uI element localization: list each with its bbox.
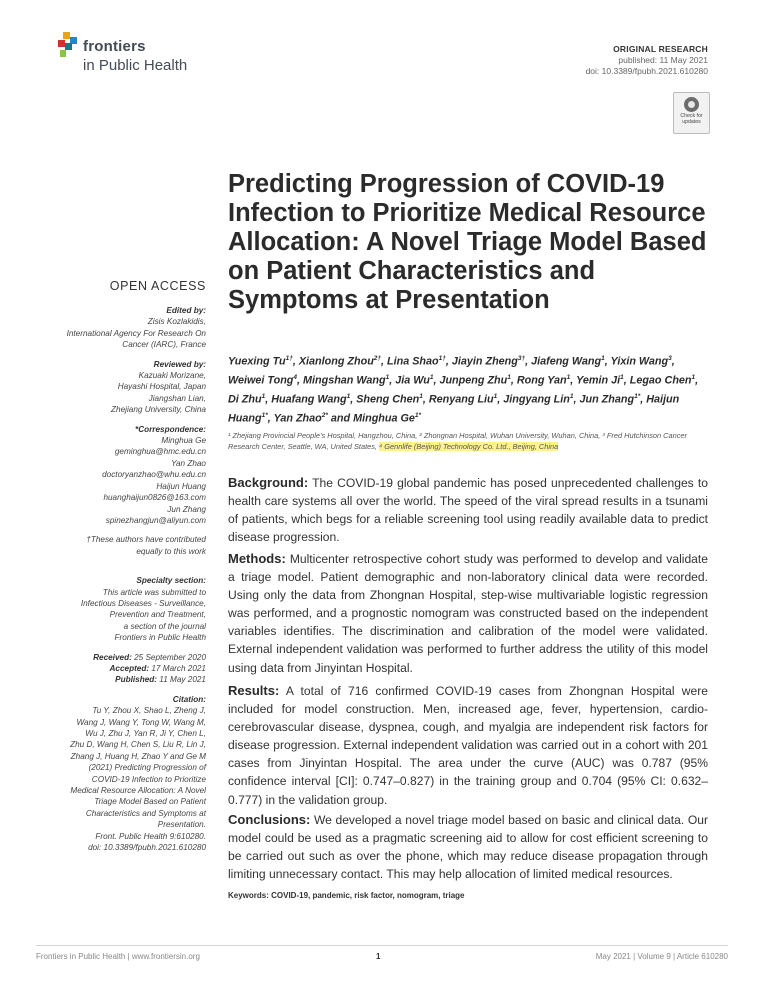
author-affiliation-marker: 1 [385, 374, 390, 381]
correspondence-heading: *Correspondence: [135, 424, 206, 434]
citation-heading: Citation: [172, 694, 206, 704]
accepted-date: Accepted: 17 March 2021 [109, 663, 206, 673]
check-updates-label: Check for updates [680, 113, 703, 125]
author-name[interactable]: Huafang Wang [271, 393, 347, 406]
author-name[interactable]: Di Zhu [228, 393, 262, 406]
author-affiliation-marker: 3† [517, 355, 526, 362]
open-access-label: OPEN ACCESS [109, 279, 206, 293]
specialty-line: Prevention and Treatment, [109, 610, 206, 620]
author-affiliation-marker: 1 [620, 374, 624, 381]
specialty-line: Frontiers in Public Health [114, 633, 206, 643]
citation-line: Wang J, Wang Y, Tong W, Wang M, [76, 717, 206, 727]
citation-line: Front. Public Health 9:610280. [95, 831, 206, 841]
section-text: We developed a novel triage model based on basic and clinical data. Our model could be used as a pragmatic screening aid to allow for cost efficient screening to be carried out such as over the phone, which may reduce disease propagation through limiting unnecessary contact. This may help allocation of limited medical resources. [228, 813, 708, 882]
check-updates-icon [684, 97, 699, 112]
edited-by-heading: Edited by: [166, 306, 206, 315]
doi-link[interactable]: doi: 10.3389/fpubh.2021.610280 [585, 66, 708, 76]
reviewer-affiliation: Hayashi Hospital, Japan [117, 382, 206, 392]
equal-contribution-note: equally to this work [136, 546, 206, 556]
author-affiliation-marker: 4 [293, 374, 298, 381]
frontiers-logo-icon [56, 32, 80, 58]
check-for-updates-button[interactable] [673, 92, 710, 134]
author-name[interactable]: Yan Zhao [273, 412, 322, 425]
section-label: Conclusions: [228, 812, 311, 827]
author-name[interactable]: Junpeng Zhu [439, 374, 508, 387]
author-affiliation-marker: 1 [691, 374, 696, 381]
author-name[interactable]: Haijun Huang [228, 393, 680, 425]
author-affiliation-marker: 2† [373, 355, 382, 362]
specialty-line: a section of the journal [123, 621, 206, 631]
citation-line: Zhu D, Wang H, Chen S, Liu R, Lin J, [70, 740, 206, 750]
abstract-methods [228, 550, 708, 677]
corresponding-author: Minghua Ge [161, 436, 206, 446]
author-affiliation-marker: 1* [261, 412, 268, 419]
sidebar [40, 305, 206, 853]
section-text: The COVID-19 global pandemic has posed unprecedented challenges to health care systems all over the world. The speed of the viral spread results in a tsunami of patients, which begs for a reliable screening tool using readily available data to predict disease progression. [228, 476, 708, 545]
highlighted-affiliation: ⁴ Gennlife (Beijing) Technology Co. Ltd., Beijing, China [379, 442, 559, 452]
footer-journal-link[interactable]: Frontiers in Public Health | www.frontiersin.org [36, 952, 200, 961]
author-affiliation-marker: 1 [419, 393, 423, 400]
article-type: ORIGINAL RESEARCH [613, 44, 708, 54]
editor-affiliation: International Agency For Research On [66, 328, 206, 338]
author-name[interactable]: Mingshan Wang [303, 374, 386, 387]
author-affiliation-marker: 1 [569, 393, 574, 400]
citation-line: Characteristics and Symptoms at [85, 808, 206, 818]
author-name[interactable]: Weiwei Tong [228, 374, 294, 387]
author-affiliation-marker: 3 [668, 355, 672, 362]
citation-line: Tu Y, Zhou X, Shao L, Zheng J, [92, 706, 206, 716]
author-affiliation-marker: 2* [321, 412, 328, 419]
section-text: A total of 716 confirmed COVID-19 cases from Zhongnan Hospital were included for model construction. Men, increased age, fever, hypertension, cardio-cerebrovascular disease, dyspnea, cough, and myalgia are independent risk factors for disease progression. External independent validation was carried out in a cohort with 201 cases from Jinyintan Hospital. The area under the curve (AUC) was 0.787 (95% confidence interval [CI]: 0.747–0.827) in the training group and 0.704 (95% CI: 0.632–0.777) in the validation group. [228, 684, 708, 807]
published-date-sidebar: Published: 11 May 2021 [115, 675, 206, 685]
author-name[interactable]: Legao Chen [629, 374, 692, 387]
reviewer-affiliation: Zhejiang University, China [111, 405, 206, 415]
citation-line: Zhang J, Huang H, Zhao Y and Ge M [70, 751, 206, 761]
citation-line: (2021) Predicting Progression of [88, 763, 206, 773]
article-meta [586, 44, 708, 77]
author-name[interactable]: Xianlong Zhou [298, 355, 374, 368]
author-name[interactable]: Yuexing Tu [228, 355, 286, 368]
affiliations-text: ¹ Zhejiang Provincial People’s Hospital, Hangzhou, China, ² Zhongnan Hospital, Wuhan University, Wuhan, China, ³ Fred Hutchinson Cancer Research Center, Seattle, WA, United States, [228, 431, 687, 452]
footer-issue-info: May 2021 | Volume 9 | Article 610280 [595, 952, 728, 961]
specialty-line: This article was submitted to [102, 587, 206, 597]
section-label: Background: [228, 475, 309, 490]
email-link[interactable]: doctoryanzhao@whu.edu.cn [102, 470, 206, 480]
author-affiliation-marker: 1 [429, 374, 434, 381]
citation-text [40, 705, 206, 853]
author-affiliation-marker: 1 [601, 355, 605, 362]
author-name[interactable]: Jingyang Lin [503, 393, 570, 406]
section-text: Multicenter retrospective cohort study was performed to develop and validate a triage model. Patient demographic and non-laboratory clinical data were recorded. Using only the data from Zhongnan Hospital, step-wise multivariable logistic regression was performed, and a prognostic nomogram was constructed based on the independent variables identifies. The discrimination and calibration of the model were validated. External independent validation was performed to further address the utility of this model using data from Jinyintan Hospital. [228, 552, 708, 675]
abstract-results [228, 682, 708, 809]
author-name[interactable]: Lina Shao [387, 355, 439, 368]
author-name[interactable]: Jiayin Zheng [451, 355, 518, 368]
section-label: Results: [228, 683, 280, 698]
author-name[interactable]: Renyang Liu [428, 393, 494, 406]
reviewer-name: Kazuaki Morizane, [138, 371, 206, 381]
corresponding-author: Haijun Huang [156, 481, 206, 491]
email-link[interactable]: geminghua@hmc.edu.cn [114, 447, 206, 457]
citation-line: Presentation. [157, 820, 206, 830]
citation-line: Medical Resource Allocation: A Novel [70, 786, 206, 796]
keywords: Keywords: COVID-19, pandemic, risk factor, nomogram, triage [228, 891, 465, 900]
citation-line: doi: 10.3389/fpubh.2021.610280 [88, 843, 206, 853]
citation-line: Triage Model Based on Patient [94, 797, 206, 807]
received-date: Received: 25 September 2020 [93, 652, 206, 662]
equal-contribution-note: †These authors have contributed [86, 535, 206, 545]
corresponding-author: Yan Zhao [171, 458, 206, 468]
footer-divider [36, 945, 728, 946]
author-name[interactable]: Jia Wu [395, 374, 430, 387]
author-name[interactable]: Jiafeng Wang [531, 355, 602, 368]
abstract-conclusions [228, 811, 708, 883]
author-name[interactable]: Jun Zhang [579, 393, 635, 406]
reviewed-by-heading: Reviewed by: [153, 359, 206, 369]
author-name[interactable]: Yixin Wang [610, 355, 669, 368]
author-affiliation-marker: 1† [438, 355, 446, 362]
affiliations [228, 430, 698, 453]
specialty-line: Infectious Diseases - Surveillance, [80, 598, 206, 608]
author-affiliation-marker: 1 [507, 374, 511, 381]
author-affiliation-marker: 1 [261, 393, 266, 400]
section-label: Methods: [228, 551, 286, 566]
author-affiliation-marker: 1* [414, 412, 422, 419]
logo-subtitle: in Public Health [83, 57, 188, 74]
published-date: published: 11 May 2021 [618, 55, 708, 65]
email-link[interactable]: huanghaijun0826@163.com [103, 493, 206, 503]
editor-name: Zisis Kozlakidis, [147, 317, 206, 327]
logo-wordmark: frontiers [83, 38, 146, 55]
abstract-background [228, 474, 708, 546]
author-affiliation-marker: 1* [634, 393, 641, 400]
author-affiliation-marker: 1 [493, 393, 498, 400]
citation-line: COVID-19 Infection to Prioritize [91, 774, 206, 784]
page-number: 1 [376, 952, 381, 961]
author-name[interactable]: Sheng Chen [356, 393, 420, 406]
email-link[interactable]: spinezhangjun@aliyun.com [105, 515, 206, 525]
article-title: Predicting Progression of COVID-19 Infection to Prioritize Medical Resource Allocation: A Novel Triage Model Based on Patient Characteristics and Symptoms at Presentation [228, 170, 707, 314]
journal-logo[interactable] [56, 30, 206, 78]
author-name[interactable]: Yemin Ji [576, 374, 621, 387]
author-name[interactable]: Minghua Ge [353, 412, 415, 425]
editor-affiliation: Cancer (IARC), France [122, 340, 206, 350]
author-name[interactable]: Rong Yan [516, 374, 567, 387]
corresponding-author: Jun Zhang [167, 504, 206, 514]
author-affiliation-marker: 1 [346, 393, 351, 400]
author-list: Yuexing $Tu^{1\dagger}$, Xianlong Zhou$^{2\dagger}$, Lina Shao$^{1\dagger}$, Jiayin Zheng$^{3\dagger}$, Jiafeng Wang$^1$, Yixin Wang$^3$, Weiwei Tong$^4$, Mingshan Wang$^1$, Jia Wu$^1$, Junpeng Zhu$^1$, Rong Yan$^1$, Yemin Ji$^1$, Legao Chen$^1$, Di Zhu$^1$, Huafang Wang$^1$, Sheng Chen$^1$, Renyang Liu$^1$, Jingyang Lin$^1$, Jun Zhang$^{1*}$, Haijun Huang$^{1*}$, Yan Zhao$^{2*}$ and Minghua $Ge^{1*}$ [228, 355, 699, 425]
specialty-heading: Specialty section: [136, 576, 206, 586]
reviewer-name: Jiangshan Lian, [148, 393, 206, 403]
author-affiliation-marker: 1 [566, 374, 571, 381]
author-affiliation-marker: 1† [285, 355, 293, 362]
citation-line: Wu J, Zhu J, Yan R, Ji Y, Chen L, [85, 729, 206, 738]
